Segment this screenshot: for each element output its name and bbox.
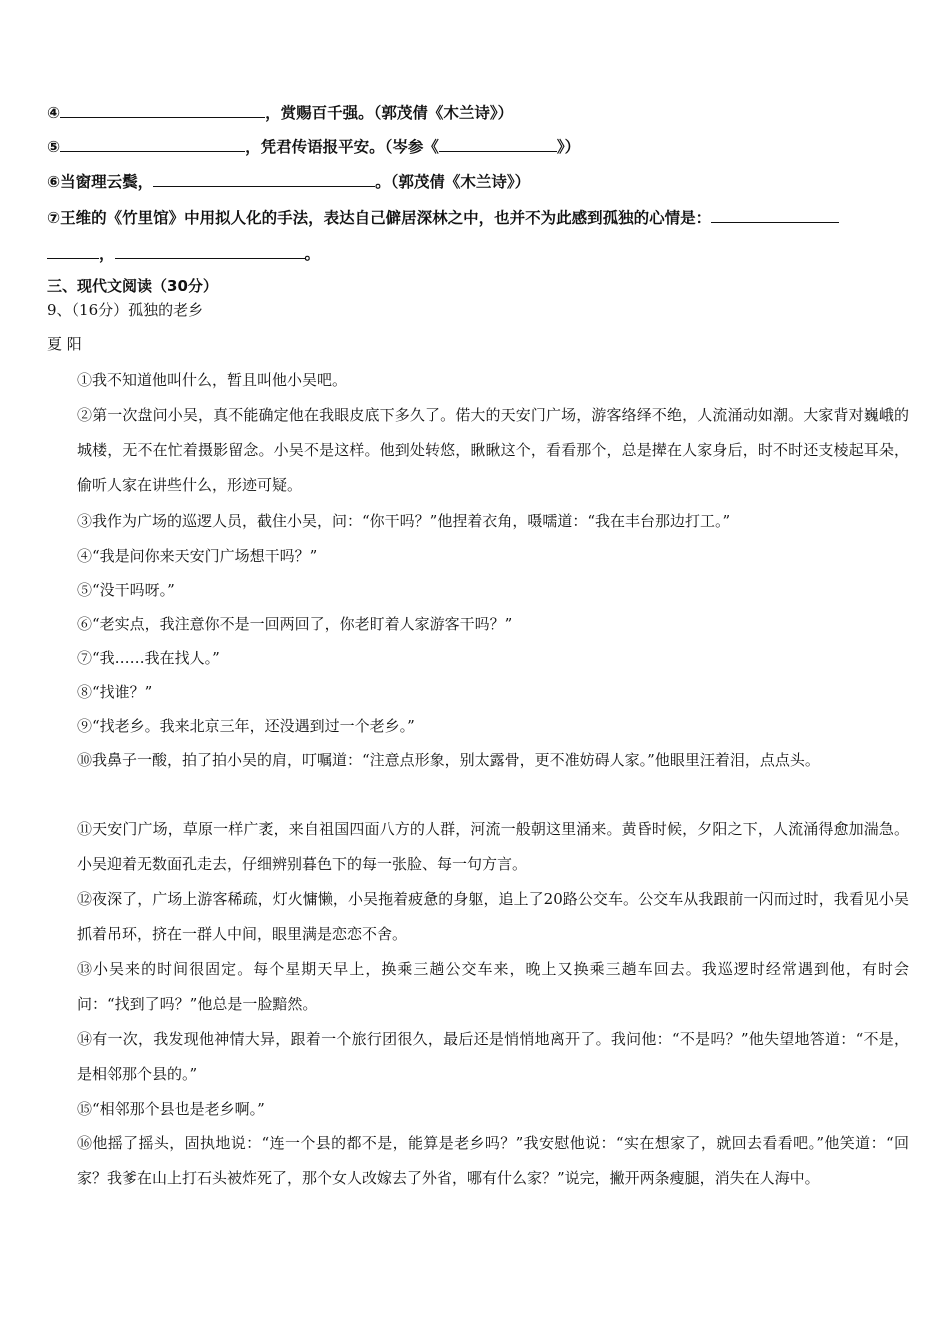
fill-blank-7-sep: ， [99, 245, 115, 263]
answer-blank-6[interactable] [153, 170, 375, 187]
marker-5: ⑤ [47, 138, 61, 156]
paragraph-9: ⑨“找老乡。我来北京三年，还没遇到过一个老乡。” [77, 717, 415, 735]
marker-7: ⑦ [47, 209, 61, 227]
paragraph-12: ⑫夜深了，广场上游客稀疏，灯火慵懒，小吴拖着疲惫的身躯，追上了20路公交车。公交车从我跟前一闪而过时，我看见小吴抓着吊环，挤在一群人中间，眼里满是恋恋不舍。 [77, 890, 909, 943]
marker-4: ④ [47, 104, 61, 122]
paragraph-14: ⑭有一次，我发现他神情大异，跟着一个旅行团很久，最后还是悄悄地离开了。我问他：“不是吗？”他失望地答道：“不是，是相邻那个县的。” [77, 1030, 909, 1083]
paragraph-3: ③我作为广场的巡逻人员，截住小吴，问：“你干吗？”他捏着衣角，嗫嚅道：“我在丰台那边打工。” [77, 512, 731, 530]
fill-blank-7-text: 王维的《竹里馆》中用拟人化的手法，表达自己僻居深林之中，也并不为此感到孤独的心情是： [60, 209, 712, 227]
fill-blank-4 [47, 101, 513, 124]
paragraph-1: ①我不知道他叫什么，暂且叫他小吴吧。 [77, 371, 348, 389]
section-title: 三、现代文阅读（30分） [47, 277, 218, 295]
paragraph-16: ⑯他摇了摇头，固执地说：“连一个县的都不是，能算是老乡吗？”我安慰他说：“实在想家了，就回去看看吧。”他笑道：“回家？我爹在山上打石头被炸死了，那个女人改嫁去了外省，哪有什么家？”说完，撇开两条瘦腿，消失在人海中。 [77, 1134, 909, 1187]
paragraph-15: ⑮“相邻那个县也是老乡啊。” [77, 1100, 265, 1118]
paragraph-7: ⑦“我……我在找人。” [77, 649, 220, 667]
fill-blank-6 [47, 170, 530, 193]
paragraph-2: ②第一次盘问小吴，真不能确定他在我眼皮底下多久了。偌大的天安门广场，游客络绎不绝，人流涌动如潮。大家背对巍峨的城楼，无不在忙着摄影留念。小吴不是这样。他到处转悠，瞅瞅这个，看看那个，总是撵在人家身后，时不时还支棱起耳朵，偷听人家在讲些什么，形迹可疑。 [77, 406, 909, 494]
fill-blank-6-end: 。（郭茂倩《木兰诗》） [375, 173, 531, 191]
answer-blank-7a[interactable] [711, 206, 839, 223]
fill-blank-7-cont [47, 242, 320, 265]
fill-blank-7-end: 。 [304, 245, 321, 263]
answer-blank-7b[interactable] [47, 242, 99, 259]
question-header: 9、（16分）孤独的老乡 [47, 301, 204, 319]
paragraph-4: ④“我是问你来天安门广场想干吗？” [77, 547, 318, 565]
fill-blank-7 [47, 206, 839, 229]
fill-blank-5-end: 》） [556, 138, 581, 156]
answer-blank-5a[interactable] [60, 135, 245, 152]
answer-blank-7c[interactable] [115, 242, 305, 259]
paragraph-6: ⑥“老实点，我注意你不是一回两回了，你老盯着人家游客干吗？” [77, 615, 513, 633]
answer-blank-4[interactable] [60, 101, 265, 118]
fill-blank-4-text: ，赏赐百千强。（郭茂倩《木兰诗》） [265, 104, 514, 122]
paragraph-11: ⑪天安门广场，草原一样广袤，来自祖国四面八方的人群，河流一般朝这里涌来。黄昏时候，夕阳之下，人流涌得愈加湍急。小吴迎着无数面孔走去，仔细辨别暮色下的每一张脸、每一句方言。 [77, 820, 909, 873]
marker-6: ⑥ [47, 173, 61, 191]
paragraph-13: ⑬小吴来的时间很固定。每个星期天早上，换乘三趟公交车来，晚上又换乘三趟车回去。我巡逻时经常遇到他，有时会问：“找到了吗？”他总是一脸黯然。 [77, 960, 909, 1013]
paragraph-10: ⑩我鼻子一酸，拍了拍小吴的肩，叮嘱道：“注意点形象，别太露骨，更不准妨碍人家。”他眼里汪着泪，点点头。 [77, 751, 820, 769]
answer-blank-5b[interactable] [439, 135, 557, 152]
paragraph-8: ⑧“找谁？” [77, 683, 153, 701]
fill-blank-6-start: 当窗理云鬓， [60, 173, 154, 191]
fill-blank-5-mid: ，凭君传语报平安。（岑参《 [245, 138, 439, 156]
fill-blank-5 [47, 135, 580, 158]
paragraph-5: ⑤“没干吗呀。” [77, 581, 175, 599]
author: 夏 阳 [47, 335, 82, 353]
